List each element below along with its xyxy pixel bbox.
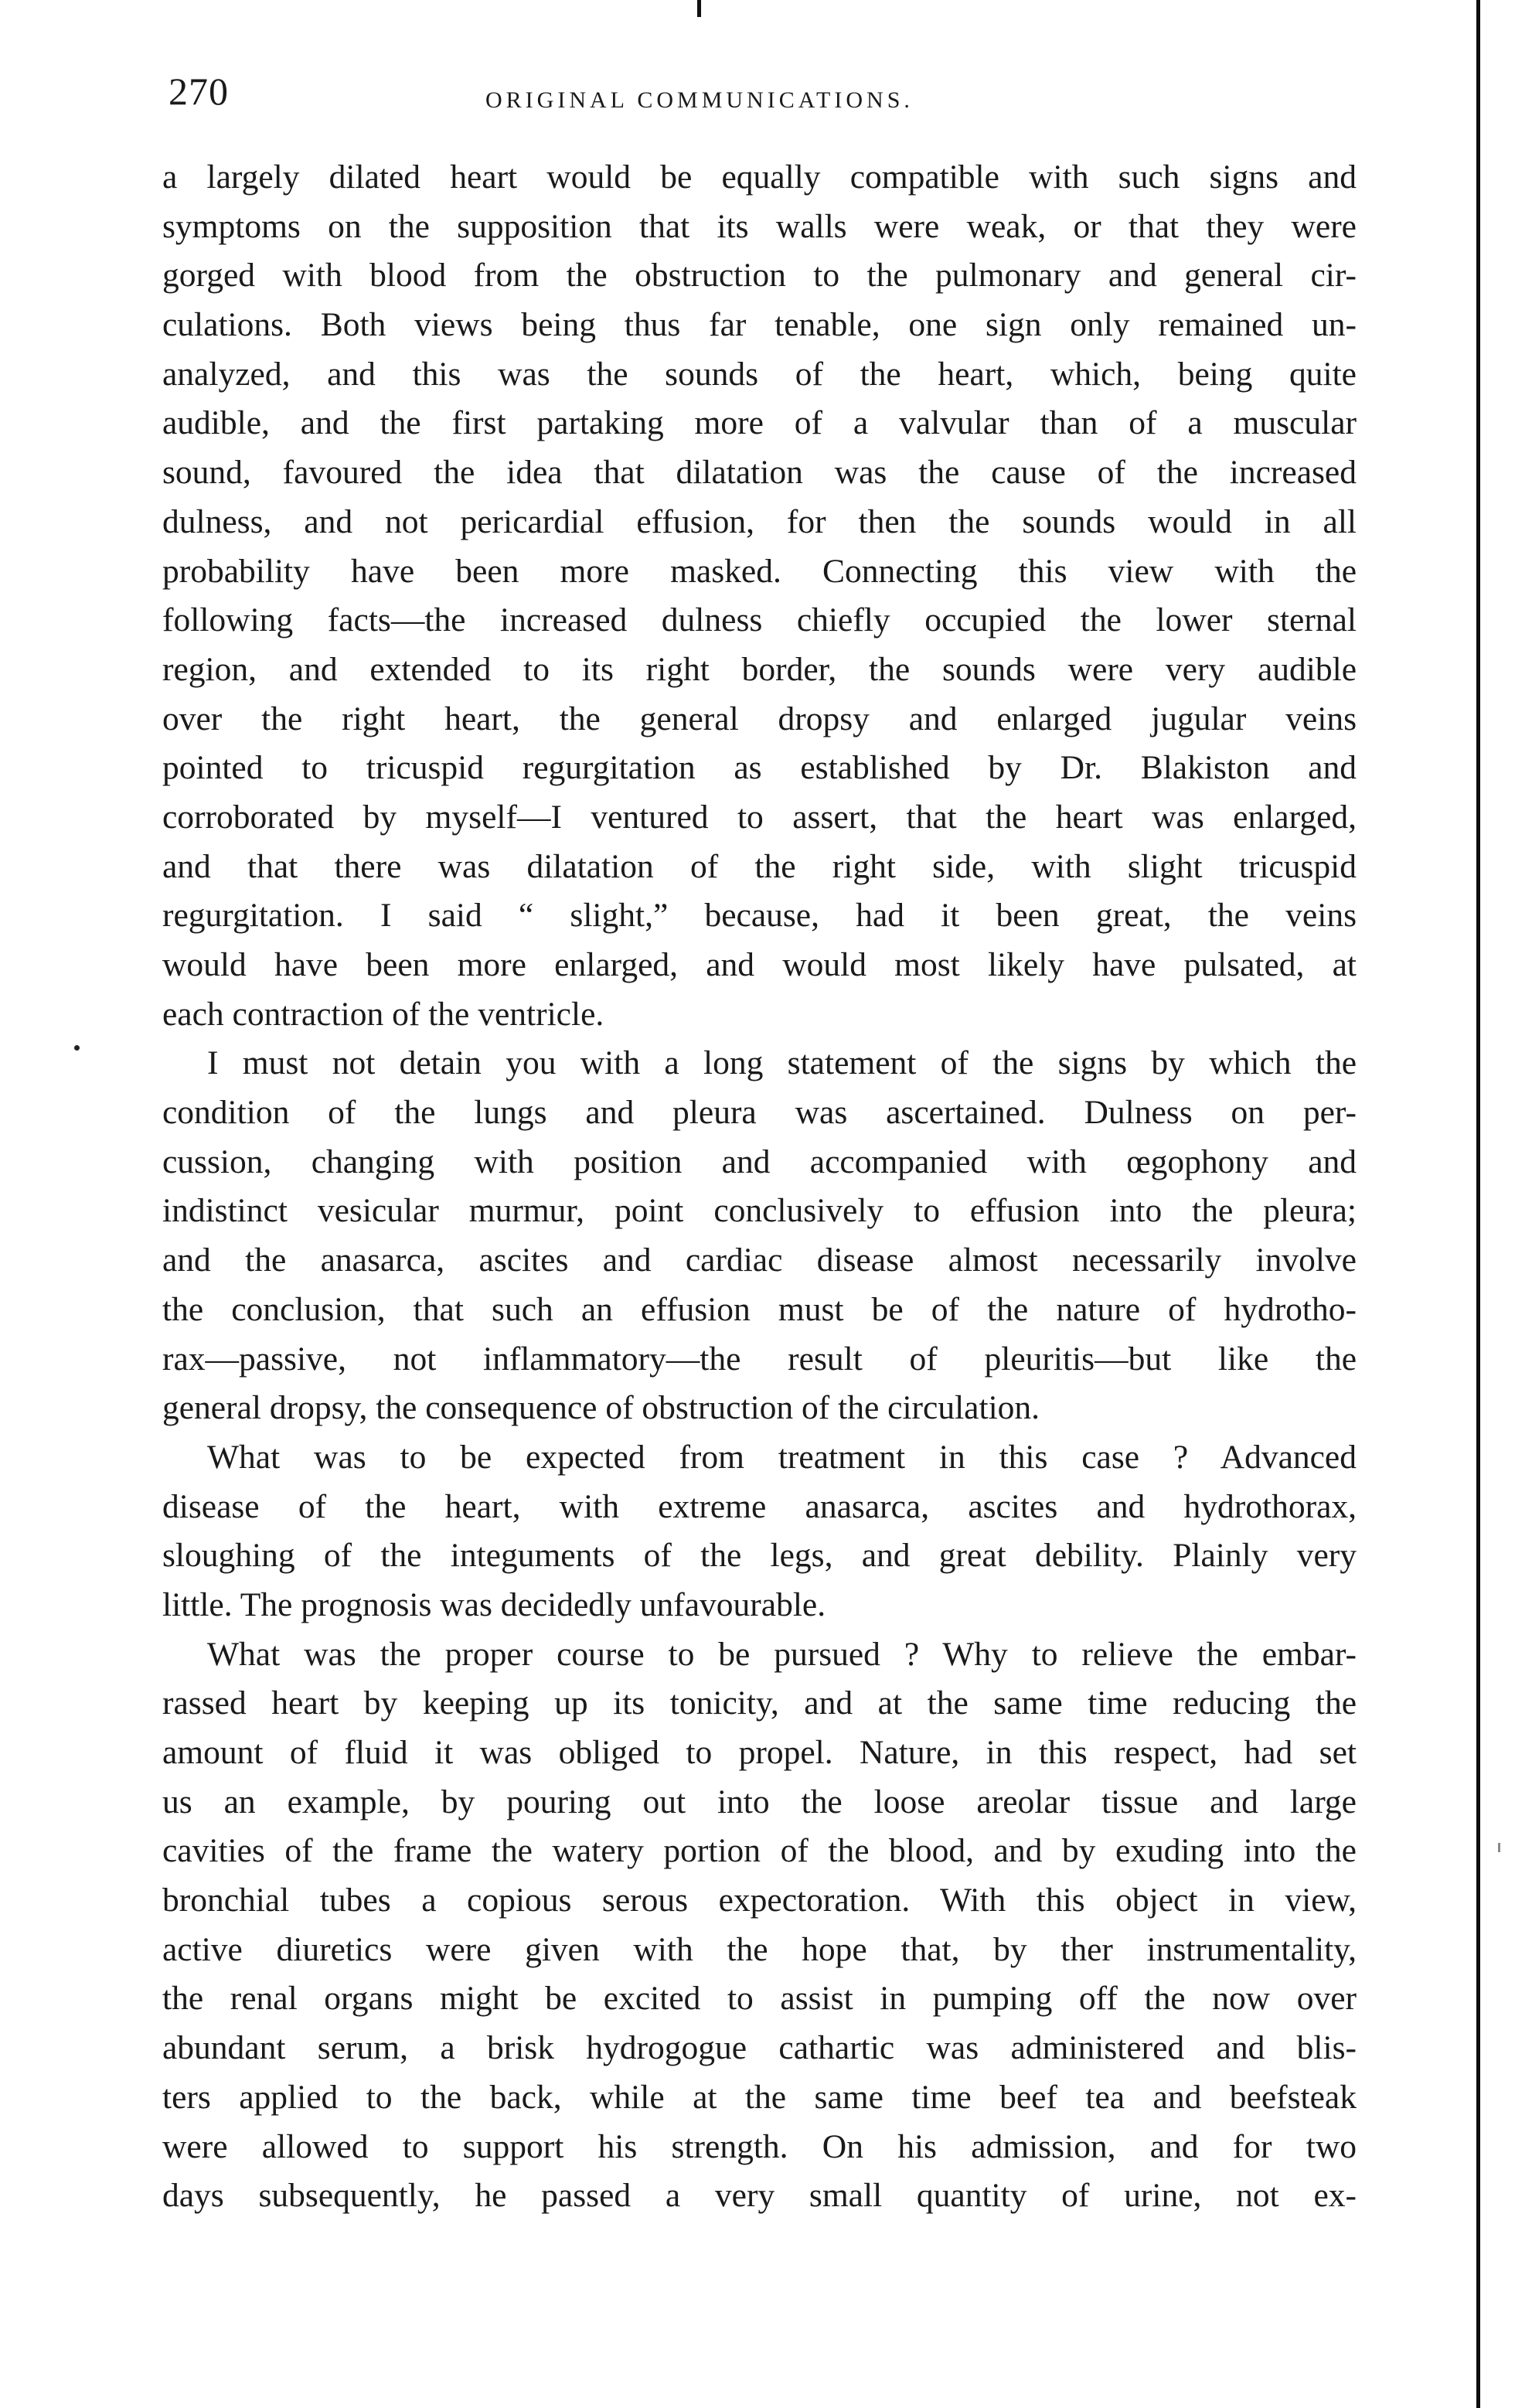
text-line: the renal organs might be excited to assist in pumping off the now over: [162, 1980, 1357, 2018]
text-line: gorged with blood from the obstruction to the pulmonary and general cir-: [162, 257, 1357, 295]
text-line: and the anasarca, ascites and cardiac disease almost necessarily involve: [162, 1241, 1357, 1279]
text-line: active diuretics were given with the hope that, by ther instrumentality,: [162, 1930, 1357, 1968]
text-line: I must not detain you with a long statement of the signs by which the: [207, 1044, 1357, 1082]
text-line: sound, favoured the idea that dilatation was the cause of the increased: [162, 454, 1357, 492]
text-line: would have been more enlarged, and would most likely have pulsated, at: [162, 946, 1357, 983]
text-line: culations. Both views being thus far tenable, one sign only remained un-: [162, 306, 1357, 344]
text-line: probability have been more masked. Connecting this view with the: [162, 552, 1357, 590]
text-line: What was the proper course to be pursued ? Why to relieve the embar-: [207, 1635, 1357, 1673]
paragraph: [162, 1433, 1357, 1630]
page-header: [169, 68, 1359, 130]
text-line: over the right heart, the general dropsy and enlarged jugular veins: [162, 700, 1357, 737]
text-line: abundant serum, a brisk hydrogogue cathartic was administered and blis-: [162, 2029, 1357, 2067]
paragraph: [162, 1630, 1357, 2221]
margin-ink-mark: [1498, 1843, 1500, 1852]
text-line: ters applied to the back, while at the same time beef tea and beefsteak: [162, 2078, 1357, 2116]
page-edge-rule: [1476, 0, 1480, 2408]
text-line: regurgitation. I said “ slight,” because, had it been great, the veins: [162, 897, 1357, 935]
text-line: audible, and the first partaking more of a valvular than of a muscular: [162, 404, 1357, 442]
text-line: analyzed, and this was the sounds of the heart, which, being quite: [162, 355, 1357, 393]
paragraph: [162, 153, 1357, 1039]
text-line: the conclusion, that such an effusion must be of the nature of hydrotho-: [162, 1290, 1357, 1328]
text-line: pointed to tricuspid regurgitation as established by Dr. Blakiston and: [162, 749, 1357, 787]
text-line: days subsequently, he passed a very small quantity of urine, not ex-: [162, 2177, 1357, 2215]
text-line: condition of the lungs and pleura was ascertained. Dulness on per-: [162, 1094, 1357, 1132]
text-line: What was to be expected from treatment in this case ? Advanced: [207, 1438, 1357, 1476]
text-line: cussion, changing with position and accompanied with œgophony and: [162, 1143, 1357, 1180]
text-line: cavities of the frame the watery portion of the blood, and by exuding into the: [162, 1832, 1357, 1870]
text-line: and that there was dilatation of the right side, with slight tricuspid: [162, 847, 1357, 885]
text-line: general dropsy, the consequence of obstruction of the circulation.: [162, 1389, 1040, 1427]
text-line: corroborated by myself—I ventured to assert, that the heart was enlarged,: [162, 798, 1357, 836]
text-line: disease of the heart, with extreme anasarca, ascites and hydrothorax,: [162, 1487, 1357, 1525]
text-line: rax—passive, not inflammatory—the result of pleuritis—but like the: [162, 1340, 1357, 1378]
text-line: amount of fluid it was obliged to propel. Nature, in this respect, had set: [162, 1734, 1357, 1771]
running-head: ORIGINAL COMMUNICATIONS.: [485, 87, 914, 113]
body-text: [162, 153, 1357, 2221]
text-line: symptoms on the supposition that its walls were weak, or that they were: [162, 207, 1357, 245]
text-line: dulness, and not pericardial effusion, for then the sounds would in all: [162, 502, 1357, 540]
stray-ink-dot: [74, 1045, 80, 1051]
text-line: each contraction of the ventricle.: [162, 995, 604, 1033]
text-line: region, and extended to its right border, the sounds were very audible: [162, 650, 1357, 688]
text-line: a largely dilated heart would be equally compatible with such signs and: [162, 158, 1357, 196]
text-line: bronchial tubes a copious serous expectoration. With this object in view,: [162, 1882, 1357, 1919]
text-line: indistinct vesicular murmur, point conclusively to effusion into the pleura;: [162, 1192, 1357, 1230]
paragraph: [162, 1039, 1357, 1433]
text-line: sloughing of the integuments of the legs, and great debility. Plainly very: [162, 1537, 1357, 1575]
text-line: were allowed to support his strength. On his admission, and for two: [162, 2127, 1357, 2165]
page-number: 270: [169, 70, 229, 113]
text-line: us an example, by pouring out into the loose areolar tissue and large: [162, 1783, 1357, 1820]
text-line: following facts—the increased dulness chiefly occupied the lower sternal: [162, 601, 1357, 639]
text-line: rassed heart by keeping up its tonicity, and at the same time reducing the: [162, 1684, 1357, 1722]
top-edge-mark: [697, 0, 701, 17]
text-line: little. The prognosis was decidedly unfavourable.: [162, 1585, 826, 1623]
